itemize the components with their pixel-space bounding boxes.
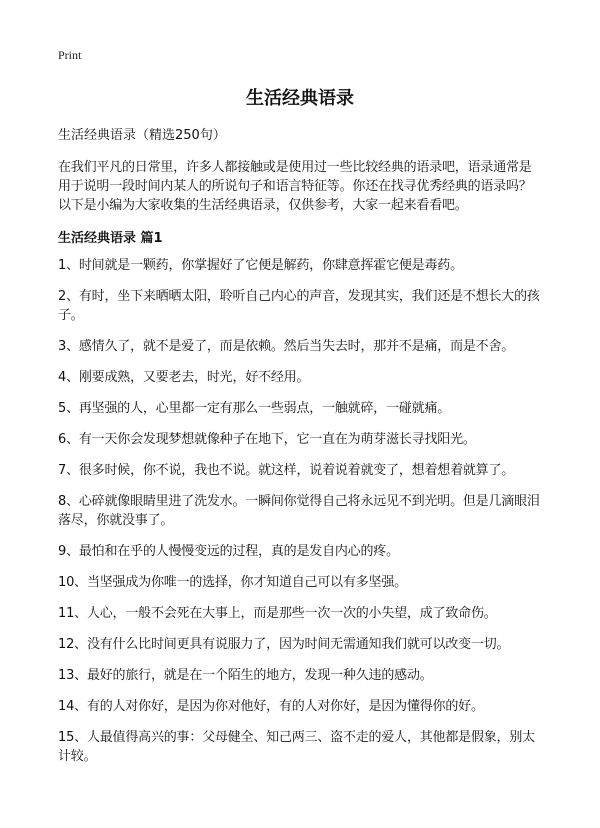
quote-item: 11、人心，一般不会死在大事上，而是那些一次一次的小失望，成了致命伤。 xyxy=(58,606,497,621)
quote-item: 10、当坚强成为你唯一的选择，你才知道自己可以有多坚强。 xyxy=(58,575,407,590)
intro-paragraph: 在我们平凡的日常里，许多人都接触或是使用过一些比较经典的语录吧，语录通常是用于说明一段时间内某人的所说句子和语言特征等。你还在找寻优秀经典的语录吗？以下是小编为大家收集的生活经典语录，仅供参考，大家一起来看看吧。 xyxy=(58,160,532,213)
quote-item: 9、最怕和在乎的人慢慢变远的过程，真的是发自内心的疼。 xyxy=(58,544,399,559)
quote-item: 4、刚要成熟，又要老去，时光，好不经用。 xyxy=(58,370,310,385)
quote-item: 1、时间就是一颗药，你掌握好了它便是解药，你肆意挥霍它便是毒药。 xyxy=(58,258,463,273)
quote-item: 12、没有什么比时间更具有说服力了，因为时间无需通知我们就可以改变一切。 xyxy=(58,637,510,652)
quote-item: 5、再坚强的人，心里都一定有那么一些弱点，一触就碎，一碰就痛。 xyxy=(58,401,451,416)
quote-item: 3、感情久了，就不是爱了，而是依赖。然后当失去时，那并不是痛，而是不舍。 xyxy=(58,339,515,354)
quote-item: 6、有一天你会发现梦想就像种子在地下，它一直在为萌芽滋长寻找阳光。 xyxy=(58,432,476,447)
subtitle: 生活经典语录（精选250句） xyxy=(58,128,226,143)
quote-item: 7、很多时候，你不说，我也不说。就这样，说着说着就变了，想着想着就算了。 xyxy=(58,463,515,478)
page-title: 生活经典语录 xyxy=(246,88,354,109)
quote-item: 13、最好的旅行，就是在一个陌生的地方，发现一种久违的感动。 xyxy=(58,668,433,683)
print-link[interactable]: Print xyxy=(58,48,82,62)
quote-item: 8、心碎就像眼睛里进了洗发水。一瞬间你觉得自己将永远见不到光明。但是几滴眼泪落尽，你就没事了。 xyxy=(58,494,540,528)
quote-item: 2、有时，坐下来晒晒太阳，聆听自己内心的声音，发现其实，我们还是不想长大的孩子。 xyxy=(58,289,540,323)
quote-list xyxy=(58,256,542,766)
quote-item: 15、人最值得高兴的事：父母健全、知己两三、盗不走的爱人，其他都是假象，别太计较。 xyxy=(58,730,535,764)
section-heading: 生活经典语录 篇1 xyxy=(58,231,163,246)
quote-item: 14、有的人对你好，是因为你对他好，有的人对你好，是因为懂得你的好。 xyxy=(58,699,484,714)
